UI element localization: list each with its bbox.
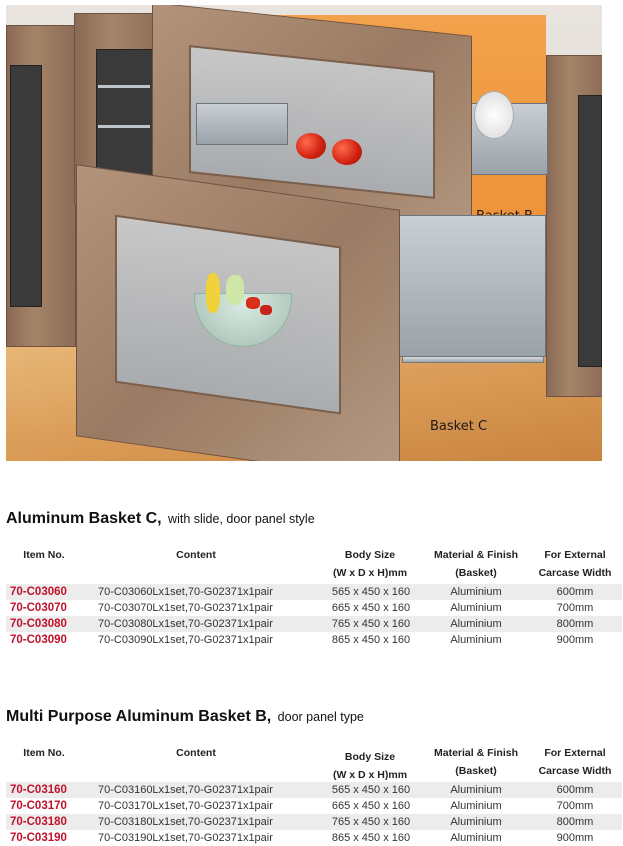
- item-number: 70-C03190: [10, 832, 67, 844]
- tomato: [332, 139, 362, 165]
- col-header-size: [320, 546, 420, 582]
- item-material: Aluminium: [450, 800, 502, 812]
- item-content: 70-C03190Lx1set,70-G02371x1pair: [98, 832, 273, 844]
- item-material: Aluminium: [450, 784, 502, 796]
- col-header-material-line1: Material & Finish: [433, 747, 518, 759]
- item-width: 700mm: [556, 602, 594, 614]
- col-header-item: Item No.: [23, 747, 65, 759]
- section-b-subtitle: door panel type: [277, 710, 364, 724]
- item-material: Aluminium: [450, 816, 502, 828]
- item-number: 70-C03160: [10, 784, 67, 796]
- item-number: 70-C03070: [10, 602, 67, 614]
- item-material: Aluminium: [450, 634, 502, 646]
- shelf: [98, 85, 150, 88]
- item-number: 70-C03090: [10, 634, 67, 646]
- col-header-ext-line1: For External: [544, 549, 606, 561]
- item-content: 70-C03090Lx1set,70-G02371x1pair: [98, 634, 273, 646]
- left-cabinet-glass: [10, 65, 42, 307]
- tomato: [296, 133, 326, 159]
- col-header-content: Content: [176, 549, 216, 561]
- right-cabinet-glass: [578, 95, 602, 367]
- basket-b-tray: [196, 103, 288, 145]
- cabbage: [226, 275, 244, 305]
- col-header-size-line1: Body Size: [344, 549, 396, 561]
- item-number: 70-C03060: [10, 586, 67, 598]
- col-header-content: Content: [176, 747, 216, 759]
- item-width: 600mm: [556, 586, 594, 598]
- table-row: [6, 600, 622, 616]
- item-number: 70-C03170: [10, 800, 67, 812]
- item-size: 865 x 450 x 160: [331, 634, 411, 646]
- item-content: 70-C03080Lx1set,70-G02371x1pair: [98, 618, 273, 630]
- shelf: [98, 125, 150, 128]
- plate: [474, 91, 514, 139]
- col-header-material-line2: (Basket): [455, 765, 497, 777]
- col-header-material: [424, 546, 528, 582]
- item-size: 565 x 450 x 160: [331, 784, 411, 796]
- table-row: [6, 830, 622, 846]
- item-content: 70-C03060Lx1set,70-G02371x1pair: [98, 586, 273, 598]
- item-material: Aluminium: [450, 618, 502, 630]
- item-size: 765 x 450 x 160: [331, 816, 411, 828]
- corn: [206, 273, 220, 313]
- col-header-material: [424, 744, 528, 780]
- section-b-title: [6, 708, 364, 726]
- tomato: [260, 305, 272, 315]
- col-header-size-line2: (W x D x H)mm: [332, 769, 408, 781]
- tomato: [246, 297, 260, 309]
- item-width: 700mm: [556, 800, 594, 812]
- item-size: 565 x 450 x 160: [331, 586, 411, 598]
- item-number: 70-C03180: [10, 816, 67, 828]
- table-row: [6, 782, 622, 798]
- product-photo: [6, 5, 602, 461]
- section-c-subtitle: with slide, door panel style: [168, 512, 315, 526]
- col-header-ext-line1: For External: [544, 747, 606, 759]
- item-size: 665 x 450 x 160: [331, 602, 411, 614]
- col-header-ext-line2: Carcase Width: [538, 567, 612, 579]
- item-content: 70-C03180Lx1set,70-G02371x1pair: [98, 816, 273, 828]
- section-c-title: [6, 510, 315, 528]
- item-width: 800mm: [556, 816, 594, 828]
- item-width: 600mm: [556, 784, 594, 796]
- upper-cabinet-glass: [96, 49, 154, 181]
- item-material: Aluminium: [450, 832, 502, 844]
- item-content: 70-C03170Lx1set,70-G02371x1pair: [98, 800, 273, 812]
- table-row: [6, 814, 622, 830]
- item-material: Aluminium: [450, 586, 502, 598]
- basket-c-label: Basket C: [430, 419, 488, 434]
- item-width: 900mm: [556, 832, 594, 844]
- item-width: 800mm: [556, 618, 594, 630]
- item-content: 70-C03070Lx1set,70-G02371x1pair: [98, 602, 273, 614]
- item-material: Aluminium: [450, 602, 502, 614]
- col-header-external-width: [528, 546, 622, 582]
- col-header-size: [320, 748, 420, 784]
- col-header-size-line1: Body Size: [344, 751, 396, 763]
- item-size: 665 x 450 x 160: [331, 800, 411, 812]
- item-size: 865 x 450 x 160: [331, 832, 411, 844]
- col-header-material-line1: Material & Finish: [433, 549, 518, 561]
- table-row: [6, 616, 622, 632]
- col-header-ext-line2: Carcase Width: [538, 765, 612, 777]
- col-header-item: Item No.: [23, 549, 65, 561]
- item-number: 70-C03080: [10, 618, 67, 630]
- col-header-material-line2: (Basket): [455, 567, 497, 579]
- col-header-size-line2: (W x D x H)mm: [332, 567, 408, 579]
- section-b-title-text: Multi Purpose Aluminum Basket B,: [6, 708, 272, 725]
- item-width: 900mm: [556, 634, 594, 646]
- section-c-title-text: Aluminum Basket C,: [6, 510, 162, 527]
- col-header-external-width: [528, 744, 622, 780]
- table-row: [6, 798, 622, 814]
- table-row: [6, 632, 622, 648]
- item-size: 765 x 450 x 160: [331, 618, 411, 630]
- item-content: 70-C03160Lx1set,70-G02371x1pair: [98, 784, 273, 796]
- table-row: [6, 584, 622, 600]
